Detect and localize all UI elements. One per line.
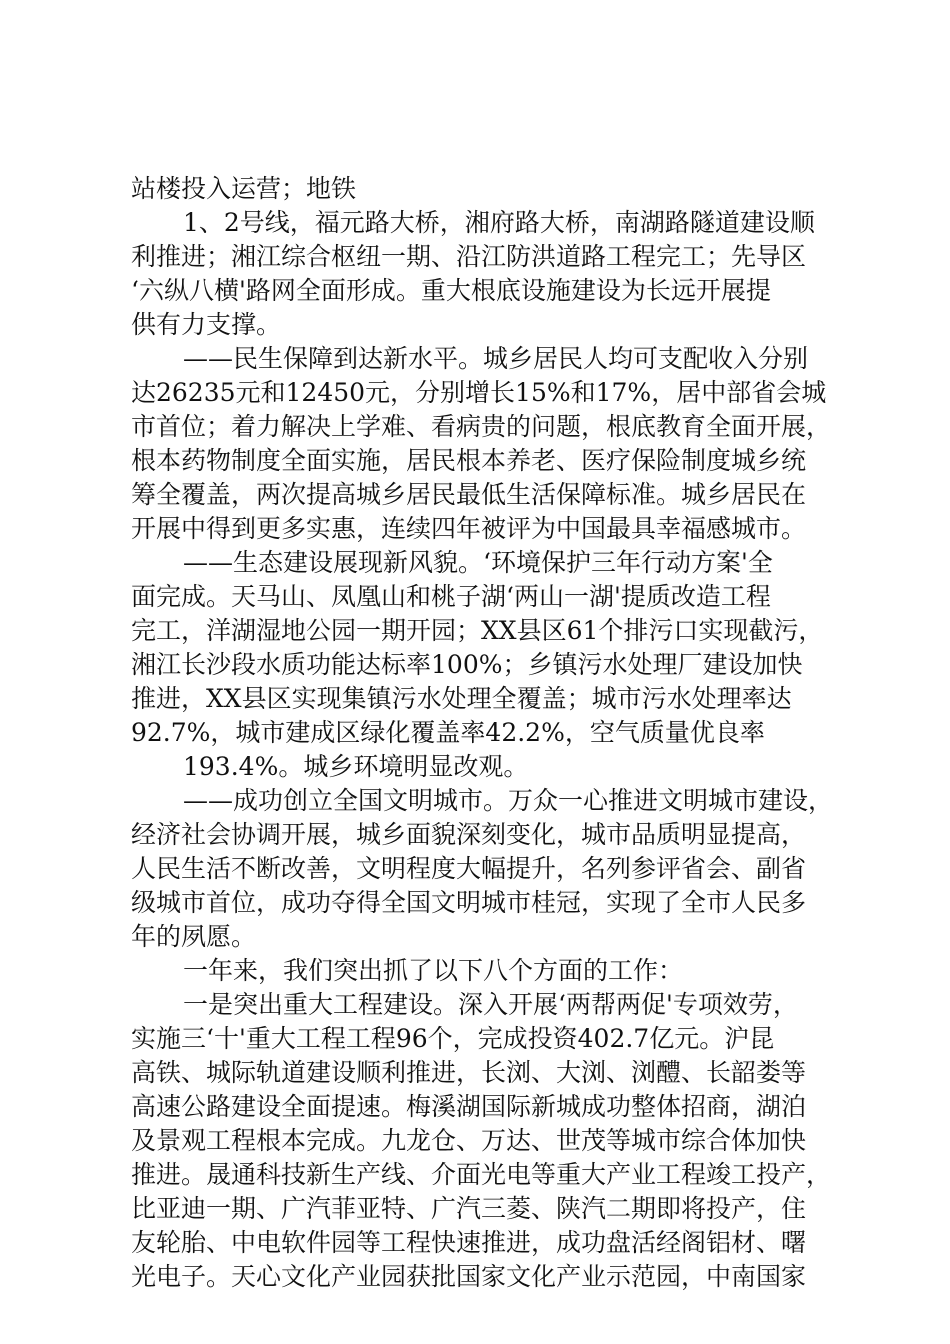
text-line: 高铁、城际轨道建设顺利推进，长浏、大浏、浏醴、长韶娄等 bbox=[131, 1058, 807, 1087]
text-line: 友轮胎、中电软件园等工程快速推进，成功盘活经阁铝材、曙 bbox=[131, 1228, 807, 1257]
text-line: 年的夙愿。 bbox=[131, 922, 257, 951]
text-line: 供有力支撑。 bbox=[131, 310, 282, 339]
text-line: 193.4%。城乡环境明显改观。 bbox=[183, 752, 529, 781]
document-body bbox=[131, 172, 841, 1294]
text-line: 完工，洋湖湿地公园一期开园；XX县区61个排污口实现截污， bbox=[131, 616, 824, 645]
text-line: 筹全覆盖，两次提高城乡居民最低生活保障标准。城乡居民在 bbox=[131, 480, 807, 509]
text-line: 人民生活不断改善，文明程度大幅提升，名列参评省会、副省 bbox=[131, 854, 807, 883]
text-line: 根本药物制度全面实施，居民根本养老、医疗保险制度城乡统 bbox=[131, 446, 807, 475]
text-line: 一年来，我们突出抓了以下八个方面的工作： bbox=[183, 956, 684, 985]
text-line: ——民生保障到达新水平。城乡居民人均可支配收入分别 bbox=[183, 344, 809, 373]
text-line: 面完成。天马山、凤凰山和桃子湖‘两山一湖'提质改造工程 bbox=[131, 582, 771, 611]
text-line: 湘江长沙段水质功能达标率100%；乡镇污水处理厂建设加快 bbox=[131, 650, 803, 679]
text-line: ‘六纵八横'路网全面形成。重大根底设施建设为长远开展提 bbox=[131, 276, 771, 305]
text-line: 市首位；着力解决上学难、看病贵的问题，根底教育全面开展， bbox=[131, 412, 832, 441]
text-line: 开展中得到更多实惠，连续四年被评为中国最具幸福感城市。 bbox=[131, 514, 807, 543]
text-line: ——生态建设展现新风貌。‘环境保护三年行动方案'全 bbox=[183, 548, 773, 577]
text-line: 比亚迪一期、广汽菲亚特、广汽三菱、陕汽二期即将投产，住 bbox=[131, 1194, 807, 1223]
text-line: 92.7%，城市建成区绿化覆盖率42.2%，空气质量优良率 bbox=[131, 718, 765, 747]
text-line: 达26235元和12450元，分别增长15%和17%，居中部省会城 bbox=[131, 378, 827, 407]
text-line: 经济社会协调开展，城乡面貌深刻变化，城市品质明显提高， bbox=[131, 820, 807, 849]
text-line: 光电子。天心文化产业园获批国家文化产业示范园，中南国家 bbox=[131, 1262, 807, 1291]
text-line: 实施三‘十'重大工程工程96个，完成投资402.7亿元。沪昆 bbox=[131, 1024, 775, 1053]
text-line: 级城市首位，成功夺得全国文明城市桂冠，实现了全市人民多 bbox=[131, 888, 807, 917]
text-line: 推进，XX县区实现集镇污水处理全覆盖；城市污水处理率达 bbox=[131, 684, 792, 713]
text-line: ——成功创立全国文明城市。万众一心推进文明城市建设， bbox=[183, 786, 834, 815]
text-line: 一是突出重大工程建设。深入开展‘两帮两促'专项效劳， bbox=[183, 990, 798, 1019]
text-line: 高速公路建设全面提速。梅溪湖国际新城成功整体招商，湖泊 bbox=[131, 1092, 807, 1121]
text-line: 1、2号线，福元路大桥，湘府路大桥，南湖路隧道建设顺 bbox=[183, 208, 815, 237]
text-line: 推进。晟通科技新生产线、介面光电等重大产业工程竣工投产， bbox=[131, 1160, 832, 1189]
text-line: 站楼投入运营；地铁 bbox=[131, 174, 357, 203]
text-line: 利推进；湘江综合枢纽一期、沿江防洪道路工程完工；先导区 bbox=[131, 242, 807, 271]
text-line: 及景观工程根本完成。九龙仓、万达、世茂等城市综合体加快 bbox=[131, 1126, 807, 1155]
